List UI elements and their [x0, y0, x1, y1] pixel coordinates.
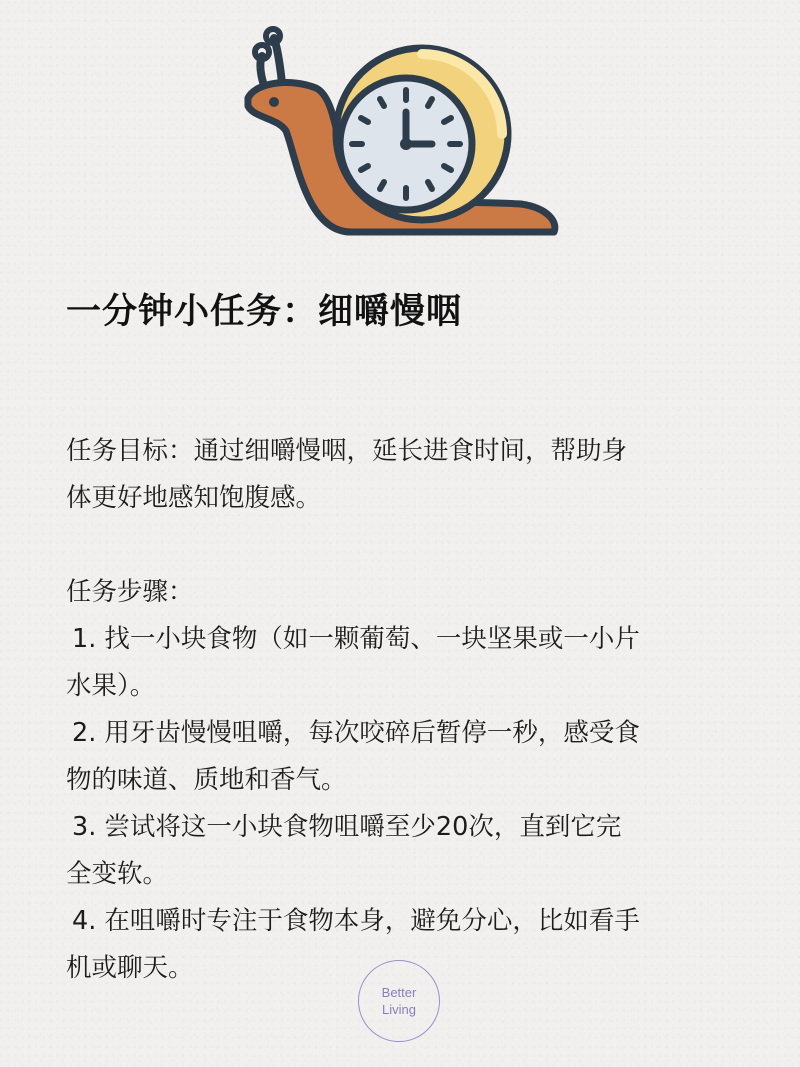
content — [66, 428, 746, 992]
badge-line-1: Better — [381, 985, 417, 1000]
badge-line-2: Living — [382, 1002, 416, 1017]
goal-line-1: 任务目标：通过细嚼慢咽，延长进食时间，帮助身 — [66, 436, 628, 466]
snail-clock-icon — [236, 26, 566, 244]
step-3-line-1: 3. 尝试将这一小块食物咀嚼至少20次，直到它完 — [72, 812, 622, 842]
step-1-line-1: 1. 找一小块食物（如一颗葡萄、一块坚果或一小片 — [72, 624, 640, 654]
better-living-badge — [358, 960, 440, 1042]
step-4-line-2: 机或聊天。 — [66, 953, 194, 983]
step-3-line-2: 全变软。 — [66, 859, 169, 889]
step-1-line-2: 水果）。 — [66, 671, 156, 701]
step-2-line-2: 物的味道、质地和香气。 — [66, 765, 347, 795]
page-title: 一分钟小任务：细嚼慢咽 — [66, 292, 463, 332]
snail-eye — [269, 97, 279, 107]
step-2-line-1: 2. 用牙齿慢慢咀嚼，每次咬碎后暂停一秒，感受食 — [72, 718, 640, 748]
goal-line-2: 体更好地感知饱腹感。 — [66, 483, 322, 513]
steps-heading: 任务步骤： — [66, 577, 194, 607]
step-4-line-1: 4. 在咀嚼时专注于食物本身，避免分心，比如看手 — [72, 906, 640, 936]
